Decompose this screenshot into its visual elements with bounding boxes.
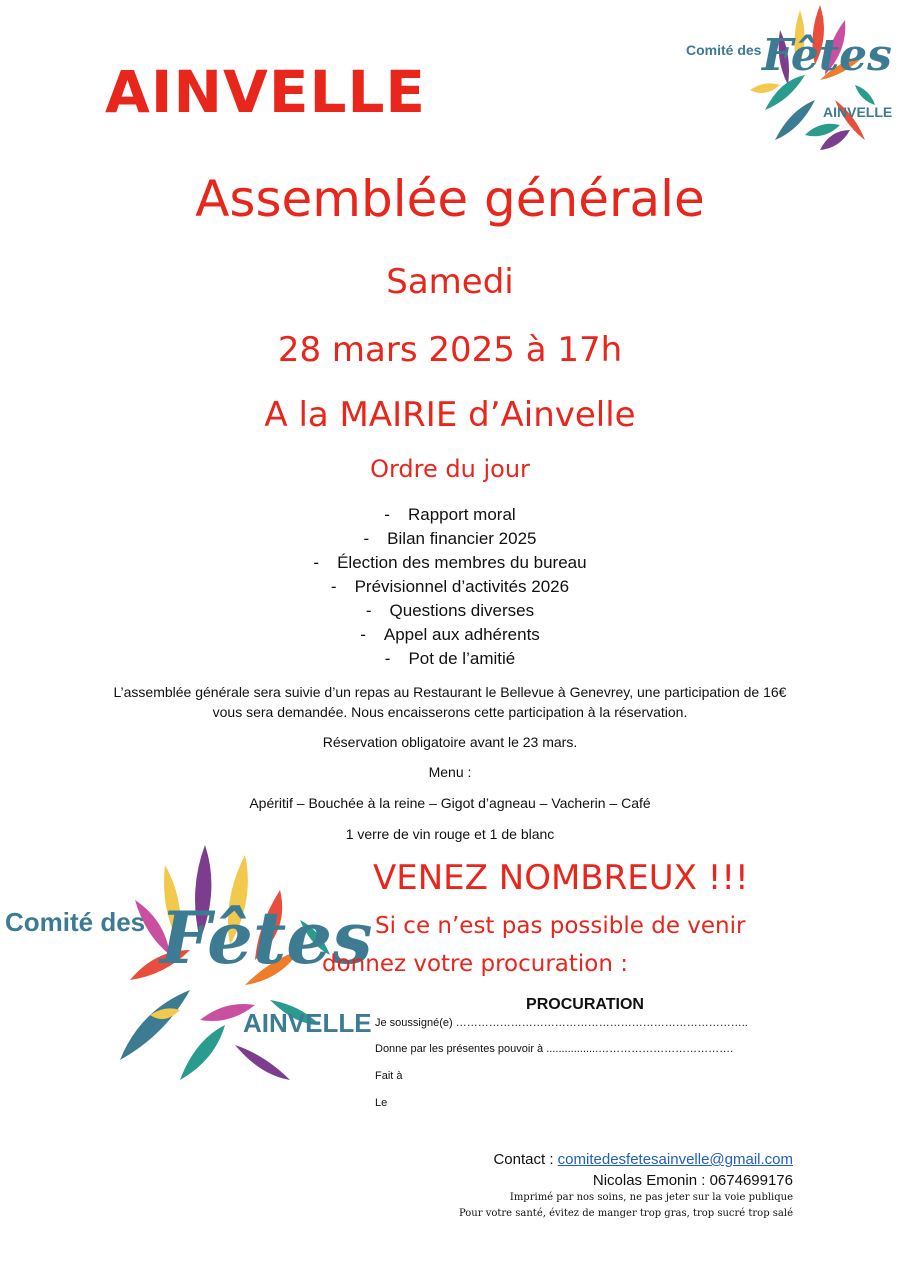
fine-print-2: Pour votre santé, évitez de manger trop gras, trop sucré trop salé: [458, 1208, 793, 1219]
logo-top-right: [680, 0, 893, 160]
event-place: A la MAIRIE d’Ainvelle: [264, 395, 636, 435]
town-name: AINVELLE: [105, 58, 427, 126]
list-item: - Bilan financier 2025: [363, 529, 537, 548]
agenda-title: Ordre du jour: [370, 455, 530, 483]
procuration-fait: Fait à: [375, 1070, 403, 1082]
logo-line2: Fêtes: [160, 895, 373, 980]
contact-line: [493, 1151, 793, 1168]
procuration-title: PROCURATION: [526, 996, 644, 1013]
reservation-note: Réservation obligatoire avant le 23 mars.: [322, 734, 578, 750]
wine-note: 1 verre de vin rouge et 1 de blanc: [345, 826, 555, 842]
agenda-list: [0, 503, 900, 671]
meal-info: L’assemblée générale sera suivie d’un repas au Restaurant le Bellevue à Genevrey, une participation de 16€ vous sera demandée. Nous encaisserons cette participation à la réservation.: [113, 684, 787, 720]
logo-line3: AINVELLE: [823, 104, 893, 120]
callout-si-ce: Si ce n’est pas possible de venir: [375, 913, 746, 939]
contact-label: Contact :: [493, 1151, 558, 1168]
logo-line1: Comité des: [5, 907, 146, 937]
fine-print-1: Imprimé par nos soins, ne pas jeter sur la voie publique: [509, 1192, 793, 1203]
logo-line2: Fêtes: [762, 30, 892, 81]
event-date: 28 mars 2025 à 17h: [277, 330, 623, 370]
logo-bottom-left: [0, 830, 373, 1100]
callout-venez: VENEZ NOMBREUX !!!: [373, 858, 749, 898]
list-item: - Pot de l’amitié: [384, 649, 516, 668]
contact-person: Nicolas Emonin : 0674699176: [592, 1172, 793, 1189]
logo-line1: Comité des: [686, 42, 762, 58]
procuration-soussigne: Je soussigné(e) ……………………………………………………………………..: [375, 1017, 748, 1029]
list-item: - Rapport moral: [384, 505, 516, 524]
list-item: - Questions diverses: [365, 601, 535, 620]
callout-donnez: donnez votre procuration :: [322, 951, 628, 977]
procuration-donne: Donne par les présentes pouvoir à .................……………………………….: [375, 1043, 734, 1055]
menu-label: Menu :: [428, 764, 472, 780]
page-title: Assemblée générale: [195, 170, 705, 228]
list-item: - Élection des membres du bureau: [313, 553, 587, 572]
logo-line3: AINVELLE: [243, 1008, 372, 1038]
list-item: - Appel aux adhérents: [360, 625, 540, 644]
list-item: - Prévisionnel d’activités 2026: [330, 577, 570, 596]
procuration-le: Le: [375, 1097, 388, 1109]
menu-items: Apéritif – Bouchée à la reine – Gigot d’agneau – Vacherin – Café: [249, 795, 651, 811]
event-day: Samedi: [386, 262, 514, 302]
contact-email-link[interactable]: comitedesfetesainvelle@gmail.com: [557, 1151, 793, 1168]
